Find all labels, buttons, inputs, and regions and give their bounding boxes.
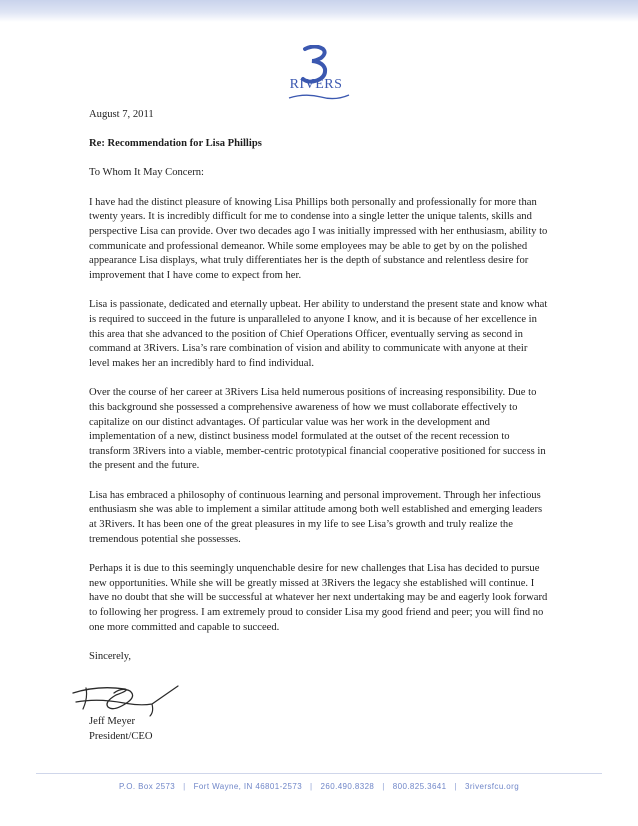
footer-separator: | — [310, 782, 313, 791]
letter-closing: Sincerely, — [89, 651, 131, 663]
footer-separator: | — [382, 782, 385, 791]
letter-date: August 7, 2011 — [89, 109, 154, 120]
footer-separator: | — [183, 782, 186, 791]
paragraph-1: I have had the distinct pleasure of knowing Lisa Phillips both personally and professionally for more than twenty years. It is incredibly difficult for me to condense into a single letter the unique talents, skills and perspective Lisa can provide. Over two decades ago I was initially impressed with her enthusiasm, ability to communicate and professional demeanor. While some employees may be able to get by on the polished appearance Lisa displays, what truly differentiates her is the depth of substance and relentless desire for improvement that I have come to expect from her. — [89, 196, 548, 281]
letter-subject: Re: Recommendation for Lisa Phillips — [89, 137, 262, 149]
paragraph-2: Lisa is passionate, dedicated and eternally upbeat. Her ability to understand the present state and know what is required to succeed in the future is unparalleled to anyone I know, and it is because of her excellence in this area that she advanced to the position of Chief Operations Officer, eventually serving as second in command at 3Rivers. Lisa’s rare combination of vision and ability to communicate with anyone at their level makes her an incredibly hard to find individual. — [89, 299, 548, 369]
letter-salutation: To Whom It May Concern: — [89, 167, 204, 179]
company-logo — [283, 45, 355, 103]
letterhead-band — [0, 0, 638, 22]
logo-swoosh — [285, 92, 351, 102]
logo-wordmark: RIVERS — [289, 77, 343, 92]
footer-address-box: P.O. Box 2573 — [118, 782, 176, 791]
footer-contact — [0, 782, 638, 791]
footer-phone-tollfree: 800.825.3641 — [392, 782, 447, 791]
handwritten-signature — [70, 676, 188, 718]
footer-separator: | — [454, 782, 457, 791]
footer-divider — [36, 773, 602, 774]
paragraph-4: Lisa has embraced a philosophy of continuous learning and personal improvement. Through her infectious enthusiasm she was able to implement a similar attitude among both well established and emerging leaders at 3Rivers. It has been one of the great pleasures in my life to see Lisa’s growth and truly realize the tremendous potential she possesses. — [89, 489, 543, 545]
signer-title: President/CEO — [89, 731, 153, 742]
letter-body — [89, 108, 549, 665]
footer-city: Fort Wayne, IN 46801-2573 — [193, 782, 303, 791]
footer-phone-local: 260.490.8328 — [320, 782, 375, 791]
footer-website: 3riversfcu.org — [465, 782, 520, 791]
signer-name: Jeff Meyer — [89, 716, 135, 727]
paragraph-3: Over the course of her career at 3Rivers Lisa held numerous positions of increasing responsibility. Due to this background she possessed a comprehensive awareness of how we must collaborate effectively to capitalize on our distinct advantages. Of particular value was her work in the development and implementation of a new, distinct business model formulated at the outset of the recent recession to transform 3Rivers into a viable, member-centric prototypical financial cooperative positioned for success in the present and the future. — [89, 387, 546, 472]
paragraph-5: Perhaps it is due to this seemingly unquenchable desire for new challenges that Lisa has decided to pursue new opportunities. While she will be greatly missed at 3Rivers the legacy she established will continue. I have no doubt that she will be successful at whatever her next undertaking may be and eagerly look forward to following her progress. I am extremely proud to consider Lisa my good friend and peer; you will find no one more committed and capable to succeed. — [89, 563, 548, 633]
